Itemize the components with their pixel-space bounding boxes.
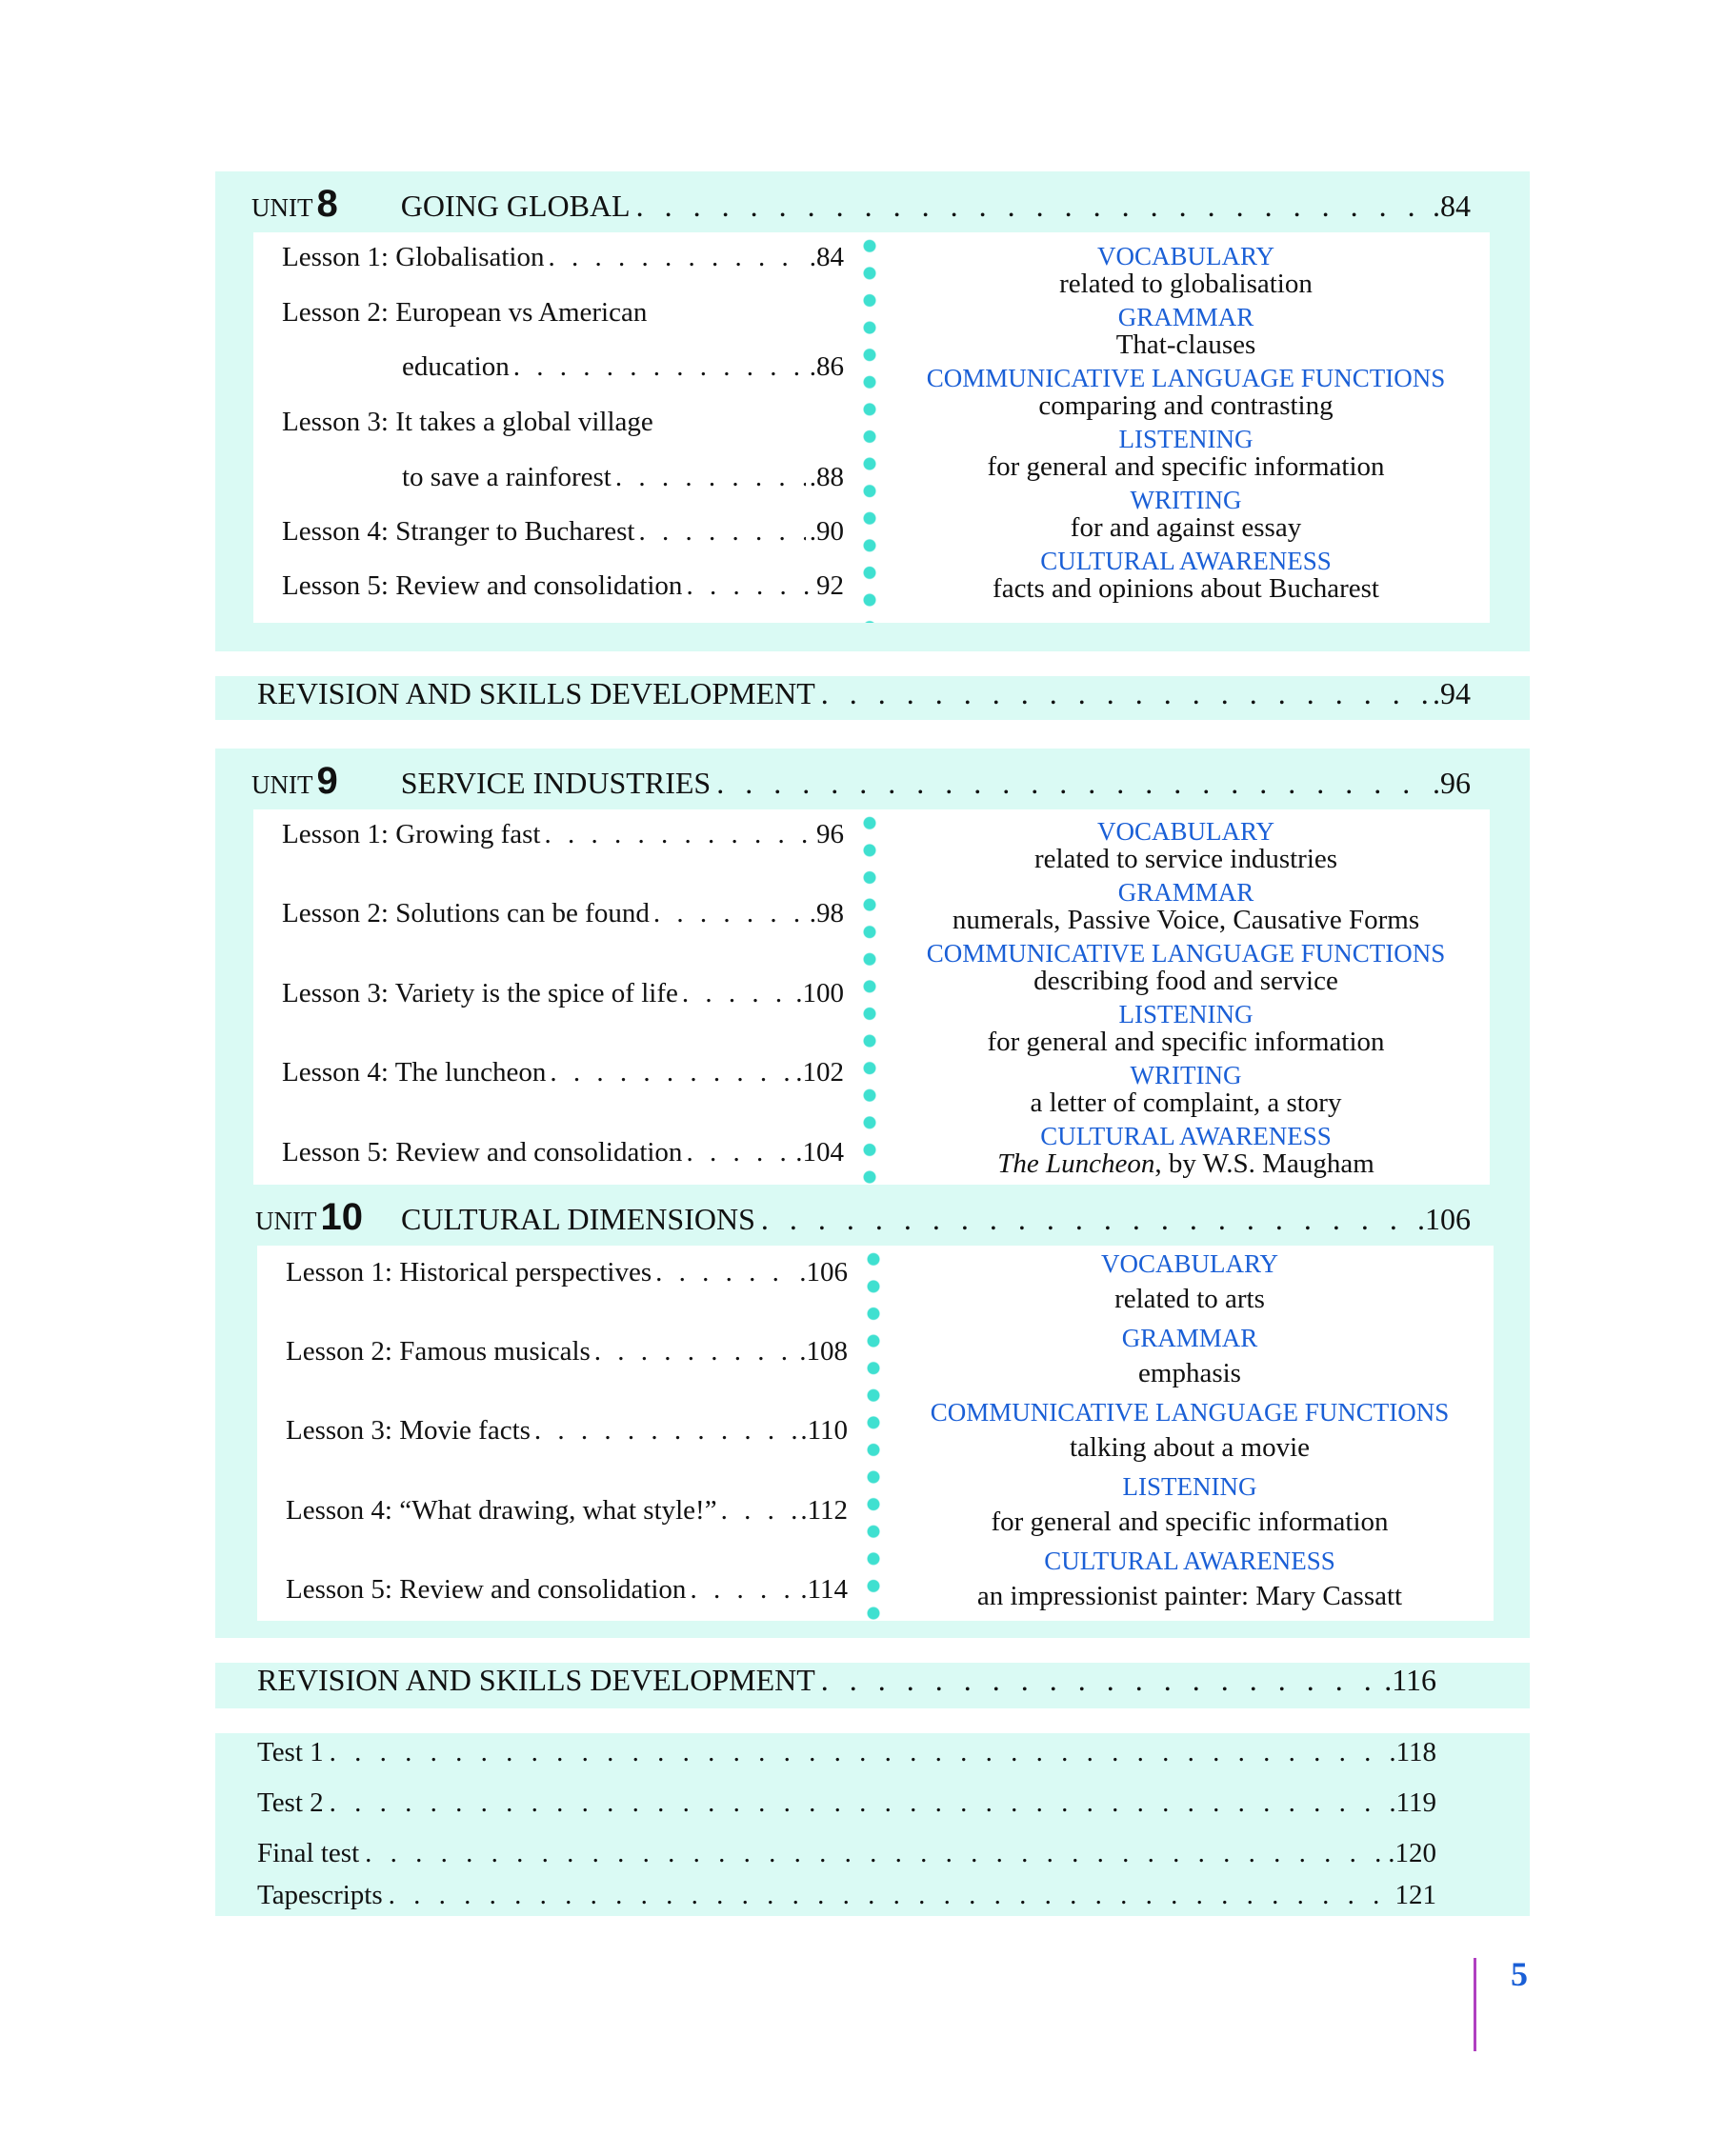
lesson-item [286,1574,848,1606]
dot-leader [821,1663,1378,1698]
skill-value: related to service industries [1033,844,1338,874]
skill-heading: WRITING [1130,486,1242,514]
skill-value: facts and opinions about Bucharest [993,573,1379,604]
skill-heading: VOCABULARY [1100,1249,1279,1278]
lesson-title: Lesson 5: Review and consolidation [286,1574,687,1605]
lesson-title: Lesson 5: Review and consolidation [282,1137,683,1168]
dotted-divider [863,809,876,1185]
lesson-title: Lesson 5: Review and consolidation [282,570,683,601]
lesson-item [282,242,844,273]
lesson-page: .100 [795,978,844,1008]
lesson-title: Lesson 4: The luncheon [282,1057,547,1088]
lesson-title: Lesson 4: Stranger to Bucharest [282,516,635,547]
dot-leader [686,570,812,602]
test-row [257,1838,1436,1869]
dot-leader [548,242,805,273]
unit-9-header [251,760,1471,803]
skill-heading: CULTURAL AWARENESS [1040,1122,1332,1150]
skill-value: numerals, Passive Voice, Causative Forms [952,905,1420,935]
unit-label: UNIT [251,770,313,799]
unit-9-panel [253,809,1490,1185]
test-row [257,1787,1436,1819]
revision-title: REVISION AND SKILLS DEVELOPMENT [257,676,815,710]
skill-value: an impressionist painter: Mary Cassatt [976,1581,1403,1611]
lesson-title: Lesson 3: Movie facts [286,1415,531,1446]
skill-value: for general and specific information [987,451,1385,482]
skill-heading: GRAMMAR [1121,1324,1258,1352]
dot-leader [821,676,1427,711]
unit-label: UNIT [251,193,313,222]
unit-page: .84 [1433,189,1471,223]
lesson-page: .84 [809,242,844,272]
skill-value-rest: , by W.S. Maugham [1154,1148,1374,1179]
skill-value-italic: The Luncheon [997,1148,1155,1179]
skill-value: for and against essay [1070,512,1302,543]
skill-heading: COMMUNICATIVE LANGUAGE FUNCTIONS [926,364,1446,392]
lesson-list [253,809,863,1185]
lesson-page: .90 [809,516,844,547]
skills-column [886,1246,1494,1621]
dot-leader [534,1415,796,1447]
unit-title: CULTURAL DIMENSIONS [400,1202,755,1236]
lesson-title: Lesson 2: Famous musicals [286,1336,591,1367]
lesson-item [286,1495,848,1527]
dot-leader [682,978,792,1009]
lesson-page: .112 [800,1495,848,1526]
lesson-item [286,1257,848,1288]
lesson-item [286,1415,848,1447]
dot-leader [653,898,806,929]
revision-page: .116 [1384,1663,1436,1697]
dotted-divider [867,1246,880,1621]
revision-strip [215,676,1530,720]
lesson-title: Lesson 4: “What drawing, what style!” [286,1495,717,1526]
skill-heading: VOCABULARY [1096,242,1275,270]
lesson-list [253,232,863,623]
test-page: .120 [1388,1838,1436,1868]
lesson-item [282,1057,844,1088]
lesson-title: Lesson 2: Solutions can be found [282,898,650,928]
test-page: .118 [1389,1737,1436,1767]
skill-value: describing food and service [1033,966,1338,996]
unit-title: SERVICE INDUSTRIES [400,766,712,800]
unit-8-panel [253,232,1490,623]
skill-heading: WRITING [1130,1061,1242,1089]
lesson-item [282,978,844,1009]
skills-column [882,232,1490,623]
lesson-title: to save a rainforest [402,462,612,492]
skill-value: talking about a movie [1069,1432,1311,1463]
unit-number: 8 [316,183,338,225]
lesson-page: .110 [800,1415,848,1446]
dot-leader [615,462,806,493]
lesson-page: .88 [809,462,844,492]
test-page: .119 [1389,1787,1436,1818]
revision-strip [215,1663,1530,1708]
skill-value: for general and specific information [987,1027,1385,1057]
unit-number: 9 [316,760,338,802]
revision-row [257,676,1471,711]
lesson-list [257,1246,867,1621]
dot-leader [686,1137,792,1168]
test-title: Tapescripts [257,1880,383,1910]
lesson-item [282,570,844,602]
lesson-item [282,297,844,329]
skill-heading: LISTENING [1122,1472,1257,1501]
unit-page: .106 [1417,1202,1471,1236]
lesson-title: Lesson 3: It takes a global village [282,407,653,437]
lesson-title: Lesson 1: Globalisation [282,242,545,272]
test-row [257,1737,1436,1768]
lesson-item [282,819,844,850]
lesson-item [282,462,844,493]
skill-heading: CULTURAL AWARENESS [1044,1547,1335,1575]
unit-9-10-block [215,749,1530,1638]
dot-leader [761,1202,1412,1237]
lesson-item [282,516,844,548]
lesson-title: Lesson 1: Historical perspectives [286,1257,652,1288]
test-title: Final test [257,1838,360,1868]
dot-leader [365,1838,1382,1869]
lesson-page: .114 [800,1574,848,1605]
skill-value: for general and specific information [991,1507,1389,1537]
lesson-page: 96 [816,819,844,849]
skill-heading: COMMUNICATIVE LANGUAGE FUNCTIONS [926,939,1446,968]
skill-value: emphasis [1138,1358,1241,1388]
lesson-item [282,1137,844,1168]
skill-heading: COMMUNICATIVE LANGUAGE FUNCTIONS [930,1398,1450,1427]
tests-strip [215,1733,1530,1916]
dot-leader [690,1574,796,1606]
revision-title: REVISION AND SKILLS DEVELOPMENT [257,1663,815,1697]
skill-value: comparing and contrasting [1038,390,1334,421]
unit-10-header [255,1196,1471,1239]
lesson-item [282,351,844,383]
dot-leader [638,516,805,548]
lesson-title: Lesson 3: Variety is the spice of life [282,978,678,1008]
dot-leader [594,1336,795,1367]
lesson-item [286,1336,848,1367]
dot-leader [550,1057,792,1088]
dot-leader [721,1495,797,1527]
test-row [257,1880,1436,1911]
unit-8-header [251,183,1471,226]
skill-value: related to globalisation [1059,269,1313,299]
test-title: Test 1 [257,1737,324,1767]
skill-heading: LISTENING [1118,425,1254,453]
dotted-divider [863,232,876,623]
unit-title: GOING GLOBAL [400,189,631,223]
dot-leader [513,351,806,383]
lesson-page: 92 [816,570,844,601]
skill-heading: GRAMMAR [1117,878,1254,907]
lesson-title: education [402,351,510,382]
skills-column [882,809,1490,1185]
lesson-item [282,407,844,438]
dot-leader [716,766,1427,801]
skill-value: a letter of complaint, a story [1030,1088,1342,1118]
dot-leader [636,189,1427,224]
lesson-page: .102 [795,1057,844,1088]
lesson-page: .98 [809,898,844,928]
skill-heading: CULTURAL AWARENESS [1040,547,1332,575]
page-number: 5 [1511,1955,1528,1993]
lesson-page: .86 [809,351,844,382]
unit-8-block [215,171,1530,651]
skill-value: related to arts [1114,1284,1265,1314]
dot-leader [389,1880,1390,1911]
revision-page: .94 [1433,676,1471,710]
skill-value [882,1148,1490,1180]
lesson-item [282,898,844,929]
lesson-title: Lesson 2: European vs American [282,297,648,328]
unit-number: 10 [320,1196,363,1238]
dot-leader [330,1737,1384,1768]
dot-leader [330,1787,1384,1819]
revision-row [257,1663,1436,1698]
dot-leader [655,1257,795,1288]
skill-value: That-clauses [1115,329,1256,360]
lesson-page: .106 [799,1257,848,1288]
dot-leader [544,819,812,850]
skill-heading: LISTENING [1118,1000,1254,1028]
test-title: Test 2 [257,1787,324,1818]
skill-heading: GRAMMAR [1117,303,1254,331]
lesson-page: .108 [799,1336,848,1367]
unit-10-panel [257,1246,1494,1621]
unit-label: UNIT [255,1207,317,1235]
lesson-title: Lesson 1: Growing fast [282,819,541,849]
test-page: 121 [1394,1880,1436,1910]
page-number-bar [1474,1958,1476,2051]
lesson-page: .104 [795,1137,844,1168]
unit-page: .96 [1433,766,1471,800]
skill-heading: VOCABULARY [1096,817,1275,846]
